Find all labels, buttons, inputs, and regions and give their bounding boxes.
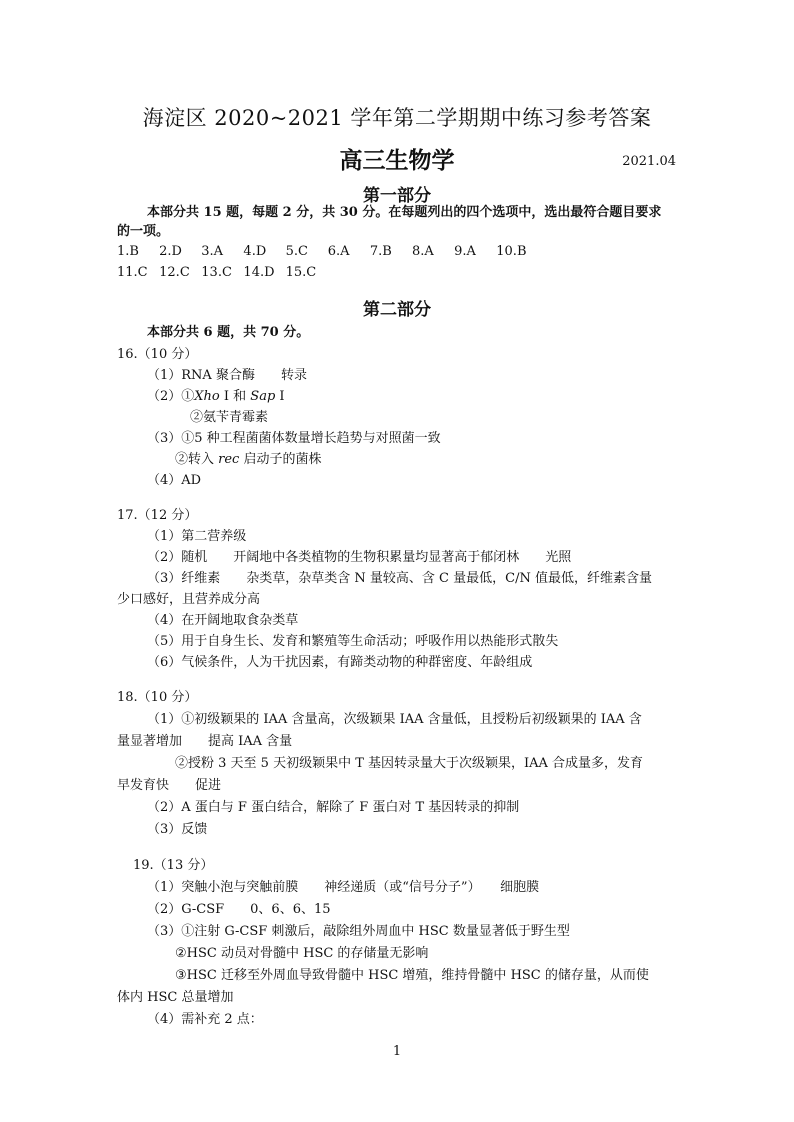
q18-answer-2: （2）A 蛋白与 F 蛋白结合，解除了 F 蛋白对 T 基因转录的抑制 <box>147 800 520 815</box>
q17-answer-5: （5）用于自身生长、发育和繁殖等生命活动；呼吸作用以热能形式散失 <box>147 634 559 649</box>
page-subtitle: 高三生物学 <box>339 147 455 174</box>
q16-answer-2: （2）①Xho I 和 Sap I <box>147 389 285 404</box>
answer-item: 4.D <box>243 244 267 259</box>
answer-item: 5.C <box>285 244 308 259</box>
q17-answer-1: （1）第二营养级 <box>147 529 247 544</box>
q19-answer-4: （4）需补充 2 点： <box>147 1012 263 1027</box>
answer-item: 10.B <box>496 244 527 259</box>
q18-answer-1: （1）①初级颖果的 IAA 含量高，次级颖果 IAA 含量低，且授粉后初级颖果的 IAA 含 <box>147 712 642 727</box>
answer-item: 2.D <box>159 244 182 259</box>
answer-item: 8.A <box>411 244 434 259</box>
exam-date: 2021.04 <box>622 154 676 169</box>
q19-header: 19.（13 分） <box>133 858 214 873</box>
answer-item: 14.D <box>243 265 275 280</box>
part1-intro-line2: 的一项。 <box>117 224 170 239</box>
q17-answer-6: （6）气候条件，人为干扰因素，有蹄类动物的种群密度、年龄组成 <box>147 655 533 670</box>
q17-answer-4: （4）在开阔地取食杂类草 <box>147 613 299 628</box>
q17-answer-3-cont: 少口感好，且营养成分高 <box>117 592 261 607</box>
q16-header: 16.（10 分） <box>117 347 198 362</box>
q16-answer-1: （1）RNA 聚合酶 转录 <box>147 368 307 383</box>
q18-answer-1-cont: 量显著增加 提高 IAA 含量 <box>117 734 293 749</box>
q16-answer-2b: ②氨苄青霉素 <box>190 410 269 425</box>
answer-item: 9.A <box>454 244 476 259</box>
answer-item: 3.A <box>201 244 224 259</box>
q19-answer-2: （2）G-CSF 0、6、6、15 <box>147 902 331 917</box>
answer-item: 11.C <box>117 265 148 280</box>
q18-answer-1b-cont: 早发育快 促进 <box>117 778 222 793</box>
answer-item: 13.C <box>201 265 232 280</box>
part1-intro-line1: 本部分共 15 题，每题 2 分，共 30 分。在每题列出的四个选项中，选出最符合题目要求 <box>147 205 662 220</box>
q19-answer-3c: ③HSC 迁移至外周血导致骨髓中 HSC 增殖，维持骨髓中 HSC 的储存量，从而使 <box>175 968 649 983</box>
q19-answer-3c-cont: 体内 HSC 总量增加 <box>117 990 234 1005</box>
part1-heading: 第一部分 <box>363 186 431 206</box>
q19-answer-3b: ②HSC 动员对骨髓中 HSC 的存储量无影响 <box>175 946 429 961</box>
answer-item: 1.B <box>117 244 139 259</box>
q17-answer-2: （2）随机 开阔地中各类植物的生物积累量均显著高于郁闭林 光照 <box>147 550 572 565</box>
page-number: 1 <box>392 1044 402 1059</box>
part2-heading: 第二部分 <box>363 300 431 320</box>
q18-header: 18.（10 分） <box>117 690 198 705</box>
q18-answer-3: （3）反馈 <box>147 822 208 837</box>
answers-row-2 <box>117 264 677 282</box>
part2-intro: 本部分共 6 题，共 70 分。 <box>147 325 310 340</box>
q16-answer-3: （3）①5 种工程菌菌体数量增长趋势与对照菌一致 <box>147 431 441 446</box>
q17-header: 17.（12 分） <box>117 508 198 523</box>
answers-row-1 <box>117 243 677 261</box>
q16-answer-3b: ②转入 rec 启动子的菌株 <box>175 452 322 467</box>
q19-answer-3: （3）①注射 G-CSF 刺激后，敲除组外周血中 HSC 数量显著低于野生型 <box>147 924 570 939</box>
answer-item: 15.C <box>285 265 317 280</box>
answer-item: 7.B <box>369 244 392 259</box>
q18-answer-1b: ②授粉 3 天至 5 天初级颖果中 T 基因转录量大于次级颖果，IAA 合成量多，发育 <box>175 756 644 771</box>
page-title: 海淀区 2020~2021 学年第二学期期中练习参考答案 <box>142 106 652 130</box>
q19-answer-1: （1）突触小泡与突触前膜 神经递质（或“信号分子”） 细胞膜 <box>147 880 540 895</box>
answer-item: 6.A <box>327 244 350 259</box>
q17-answer-3: （3）纤维素 杂类草，杂草类含 N 量较高、含 C 量最低，C/N 值最低，纤维素含量 <box>147 571 652 586</box>
answer-item: 12.C <box>159 265 190 280</box>
q16-answer-4: （4）AD <box>147 473 202 488</box>
